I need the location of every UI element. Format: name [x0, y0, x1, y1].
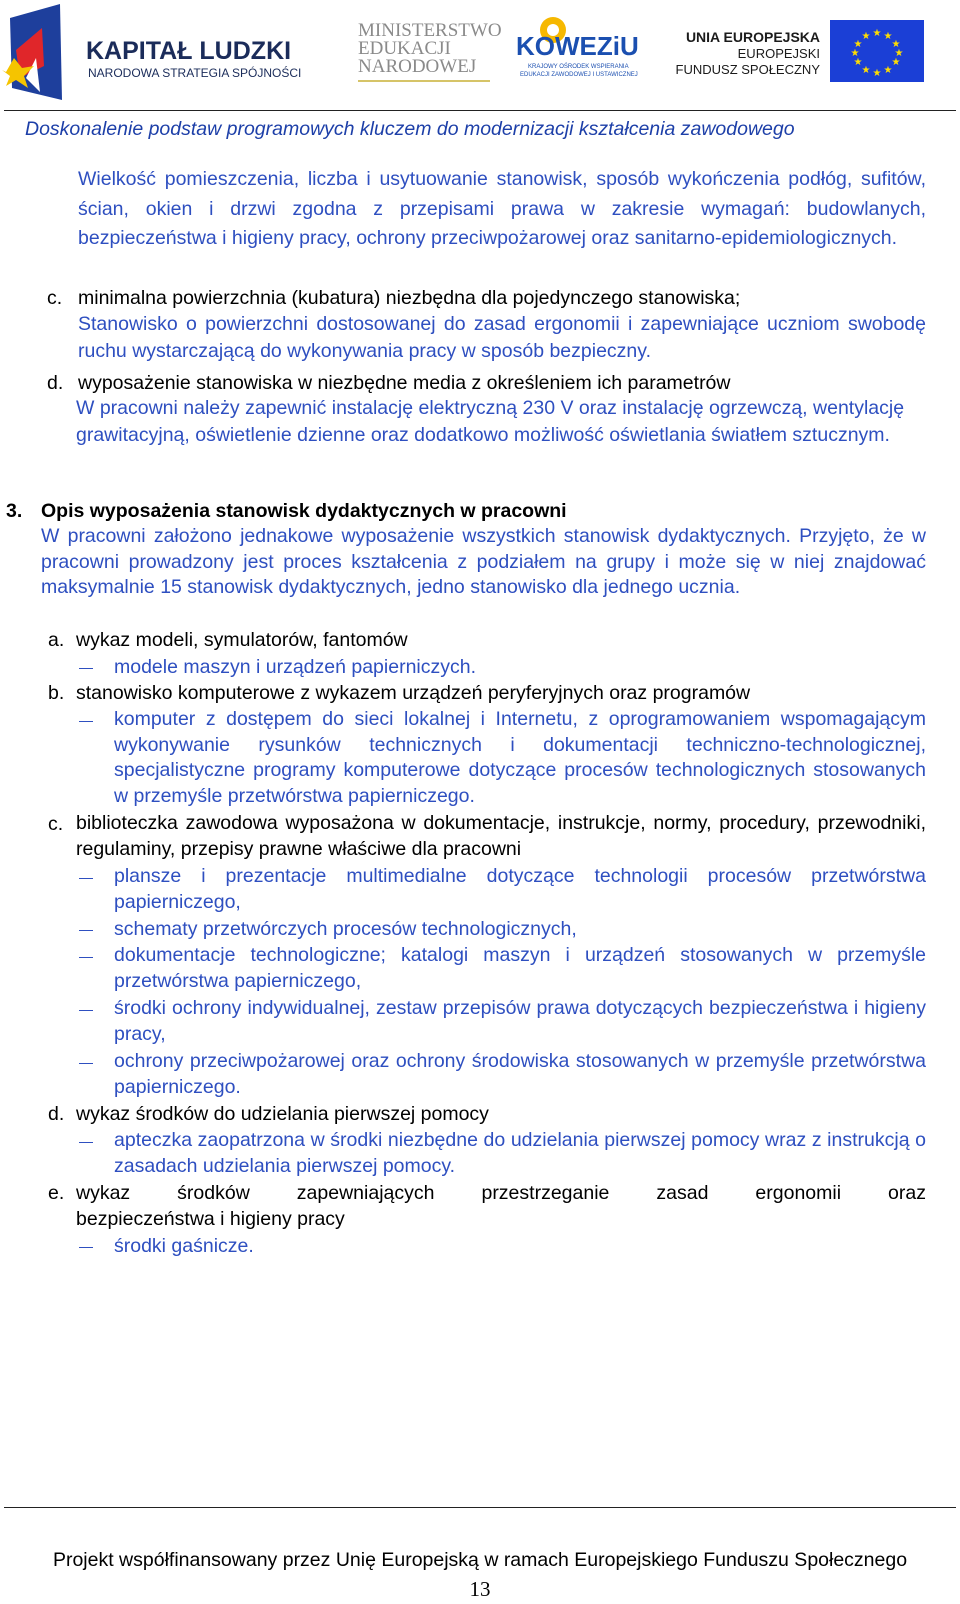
item-heading: wykaz modeli, symulatorów, fantomów: [76, 629, 408, 651]
svg-text:EDUKACJI ZAWODOWEJ I USTAWICZN: EDUKACJI ZAWODOWEJ I USTAWICZNEJ: [520, 72, 638, 78]
svg-text:★: ★: [883, 31, 893, 42]
item-heading: stanowisko komputerowe z wykazem urządzeń peryferyjnych oraz programów: [76, 682, 751, 704]
eu-logo: [676, 20, 924, 82]
bullet-dash: [79, 1247, 93, 1248]
list-marker-b: b.: [48, 682, 65, 704]
item-heading: bezpieczeństwa i higieny pracy: [76, 1208, 345, 1230]
kapital-ludzki-logo: [2, 4, 301, 100]
svg-text:KAPITAŁ LUDZKI: KAPITAŁ LUDZKI: [86, 37, 292, 65]
svg-text:FUNDUSZ SPOŁECZNY: FUNDUSZ SPOŁECZNY: [675, 62, 820, 77]
svg-text:★: ★: [853, 39, 863, 50]
item-text: W pracowni należy zapewnić instalację elektryczną 230 V oraz instalację ogrzewczą, wentylację grawitacyjną, oświetlenie dzienne oraz dodatkowo możliwość oświetlania światłem sztucznym.: [76, 397, 905, 446]
svg-text:★: ★: [872, 28, 882, 39]
bullet-text: plansze i prezentacje multimedialne dotyczące technologii procesów przetwórstwa papierniczego,: [114, 865, 926, 913]
svg-text:★: ★: [853, 57, 863, 68]
bullet-dash: [79, 1063, 93, 1064]
bullet-text: środki ochrony indywidualnej, zestaw przepisów prawa dotyczących bezpieczeństwa i higieny pracy,: [114, 997, 926, 1045]
section-number: 3.: [6, 500, 23, 522]
footer-rule: [4, 1507, 956, 1508]
item-heading: wyposażenie stanowiska w niezbędne media z określeniem ich parametrów: [78, 372, 731, 394]
list-marker-d: d.: [48, 1103, 65, 1125]
svg-text:★: ★: [850, 48, 860, 59]
bullet-text: dokumentacje technologiczne; katalogi maszyn i urządzeń stosowanych w przemyśle przetwórstwa papierniczego,: [114, 944, 926, 992]
svg-text:EUROPEJSKI: EUROPEJSKI: [737, 46, 820, 61]
page-number: 13: [469, 1577, 491, 1601]
bullet-dash: [79, 957, 93, 958]
list-marker-a: a.: [48, 629, 65, 651]
bullet-dash: [79, 1142, 93, 1143]
logo-bar: [0, 0, 960, 108]
bullet-text: modele maszyn i urządzeń papierniczych.: [114, 656, 477, 678]
bullet-text: komputer z dostępem do sieci lokalnej i Internetu, z oprogramowaniem wspomagającym wykonywanie rysunków technicznych i dokumentacji techniczno-technologicznej, specjalistyczne programy komputerowe dotyczące procesów technologicznych stosowanych w przemyśle przetwórstwa papierniczego.: [114, 708, 926, 808]
bullet-dash: [79, 930, 93, 931]
svg-text:NARODOWEJ: NARODOWEJ: [358, 56, 477, 77]
bullet-dash: [79, 668, 93, 669]
svg-text:UNIA EUROPEJSKA: UNIA EUROPEJSKA: [685, 29, 820, 45]
svg-text:MINISTERSTWO: MINISTERSTWO: [358, 20, 502, 41]
bullet-text: środki gaśnicze.: [114, 1235, 254, 1257]
header-title: Doskonalenie podstaw programowych kluczem do modernizacji kształcenia zawodowego: [25, 118, 795, 140]
item-heading: wykaz środków zapewniających przestrzeganie zasad ergonomii oraz: [76, 1182, 926, 1204]
svg-text:★: ★: [861, 65, 871, 76]
svg-text:★: ★: [891, 39, 901, 50]
svg-text:KRAJOWY OŚRODEK WSPIERANIA: KRAJOWY OŚRODEK WSPIERANIA: [528, 64, 629, 70]
bullet-text: ochrony przeciwpożarowej oraz ochrony środowiska stosowanych w przemyśle przetwórstwa papierniczego.: [114, 1050, 926, 1098]
section-intro: W pracowni założono jednakowe wyposażenie wszystkich stanowisk dydaktycznych. Przyjęto, że w pracowni prowadzony jest proces kształcenia z podziałem na grupy i może się w niej znajdować maksymalnie 15 stanowisk dydaktycznych, jedno stanowisko dla jednego ucznia.: [41, 525, 926, 598]
item-heading: wykaz środków do udzielania pierwszej pomocy: [76, 1103, 489, 1125]
bullet-dash: [79, 878, 93, 879]
intro-paragraph: Wielkość pomieszczenia, liczba i usytuowanie stanowisk, sposób wykończenia podłóg, sufitów, ścian, okien i drzwi zgodna z przepisami prawa w zakresie wymagań: budowlanych, bezpieczeństwa i higieny pracy, ochrony przeciwpożarowej oraz sanitarno-epidemiologicznych.: [78, 168, 926, 249]
svg-text:★: ★: [872, 68, 882, 79]
bullet-dash: [79, 721, 93, 722]
item-text: Stanowisko o powierzchni dostosowanej do zasad ergonomii i zapewniające uczniom swobodę ruchu wystarczającą do wykonywania pracy w sposób bezpieczny.: [78, 313, 926, 362]
footer-text: Projekt współfinansowany przez Unię Europejską w ramach Europejskiego Funduszu Społecznego: [52, 1549, 908, 1571]
svg-text:KOWEZiU: KOWEZiU: [516, 31, 639, 61]
svg-text:★: ★: [861, 31, 871, 42]
list-marker-c: c.: [48, 813, 64, 835]
list-marker-d: d.: [47, 372, 64, 394]
bullet-text: apteczka zaopatrzona w środki niezbędne do udzielania pierwszej pomocy wraz z instrukcją o zasadach udzielania pierwszej pomocy.: [114, 1129, 926, 1177]
koweziu-logo: [516, 17, 639, 78]
bullet-text: schematy przetwórczych procesów technologicznych,: [114, 918, 577, 940]
section-title: Opis wyposażenia stanowisk dydaktycznych w pracowni: [41, 500, 567, 522]
svg-text:★: ★: [894, 48, 904, 59]
header-rule: [4, 110, 956, 111]
list-marker-c: c.: [47, 287, 63, 309]
item-heading: biblioteczka zawodowa wyposażona w dokumentacje, instrukcje, normy, procedury, przewodniki, regulaminy, przepisy prawne właściwe dla pracowni: [76, 812, 926, 860]
svg-text:★: ★: [891, 57, 901, 68]
ministry-logo: [358, 20, 502, 81]
list-marker-e: e.: [48, 1182, 65, 1204]
bullet-dash: [79, 1010, 93, 1011]
item-heading: minimalna powierzchnia (kubatura) niezbędna dla pojedynczego stanowiska;: [78, 287, 741, 309]
svg-text:★: ★: [883, 65, 893, 76]
svg-text:EDUKACJI: EDUKACJI: [358, 38, 451, 59]
svg-text:NARODOWA STRATEGIA SPÓJNOŚCI: NARODOWA STRATEGIA SPÓJNOŚCI: [88, 66, 302, 80]
